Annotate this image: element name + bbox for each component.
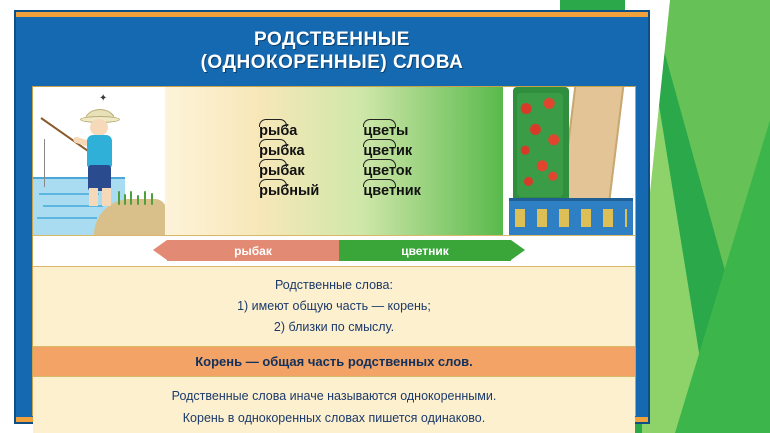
- garden-path-shape: [560, 87, 624, 205]
- word-item: [259, 163, 319, 180]
- word-item: [363, 183, 421, 200]
- page-title: [24, 18, 640, 80]
- footer-note: [33, 377, 635, 433]
- lesson-card: [14, 10, 650, 424]
- root-arc-icon: [363, 139, 396, 147]
- rules-block: [33, 267, 635, 346]
- arrow-right-label: цветник: [401, 243, 449, 258]
- word-item: [363, 163, 421, 180]
- word-item: [363, 143, 421, 160]
- fisherman-leg-left: [102, 188, 111, 206]
- definition-highlight: Корень — общая часть родственных слов.: [33, 346, 635, 377]
- arrow-left-fisherman: [167, 240, 339, 261]
- root-arc-icon: [363, 179, 396, 187]
- root-arc-icon: [363, 119, 396, 127]
- word-text: рыбка: [259, 142, 305, 159]
- word-text: рыбный: [259, 182, 320, 199]
- word-item: [363, 123, 421, 140]
- rules-heading: Родственные слова:: [275, 278, 393, 292]
- word-item: [259, 143, 319, 160]
- footer-line-2: Корень в однокоренных словах пишется одинаково.: [182, 411, 486, 425]
- bird-icon: ✦: [99, 93, 108, 104]
- arrow-right-flowerbed: [339, 240, 511, 261]
- fisherman-head: [90, 119, 108, 136]
- fisherman-body: [87, 135, 112, 167]
- content-panel: [32, 86, 636, 425]
- illustration-and-words-region: [33, 87, 635, 236]
- grass-icon: [118, 191, 158, 205]
- root-arc-icon: [259, 179, 287, 187]
- fisherman-illustration: [33, 87, 166, 235]
- arrow-left-label: рыбак: [234, 243, 272, 258]
- root-arc-icon: [259, 139, 287, 147]
- root-arc-icon: [363, 159, 396, 167]
- word-column-fish: [259, 123, 319, 200]
- fisherman-leg-right: [89, 188, 98, 206]
- rules-item-1: 1) имеют общую часть — корень;: [237, 299, 431, 313]
- footer-line-1: Родственные слова иначе называются однокоренными.: [171, 389, 497, 403]
- word-column-flower: [363, 123, 421, 200]
- word-text: рыба: [259, 122, 298, 139]
- fence-icon: [509, 198, 633, 235]
- word-text: цветы: [363, 122, 409, 139]
- word-text: цветник: [363, 182, 421, 199]
- fishing-rod-icon: [40, 117, 89, 152]
- word-gradient-zone: [165, 87, 505, 235]
- word-item: [259, 183, 319, 200]
- background-green-wedge-3: [675, 120, 770, 433]
- page-title-line-1: РОДСТВЕННЫЕ: [254, 29, 410, 50]
- rules-item-2: 2) близки по смыслу.: [273, 320, 395, 334]
- root-arc-icon: [259, 159, 287, 167]
- card-top-accent-strip: [16, 12, 648, 17]
- word-text: цветик: [363, 142, 413, 159]
- arrow-band: [33, 236, 635, 267]
- word-item: [259, 123, 319, 140]
- word-text: цветок: [363, 162, 412, 179]
- word-text: рыбак: [259, 162, 305, 179]
- root-arc-icon: [259, 119, 287, 127]
- fishing-line-icon: [44, 139, 45, 187]
- flower-hedge-icon: [513, 87, 569, 205]
- page-title-line-2: (ОДНОКОРЕННЫЕ) СЛОВА: [200, 52, 464, 73]
- flowerbed-illustration: [503, 87, 635, 235]
